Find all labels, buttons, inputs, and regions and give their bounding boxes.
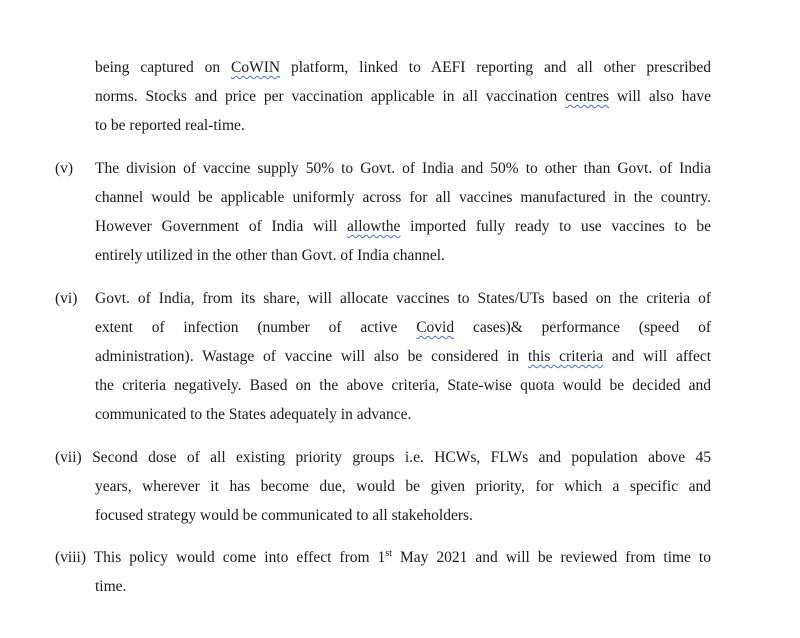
text-line: (vii) Second dose of all existing priority groups i.e. HCWs, FLWs and population above 45 bbox=[55, 449, 711, 466]
text-line: administration). Wastage of vaccine will also be considered in this criteria and will affect bbox=[95, 348, 712, 365]
continuation-paragraph bbox=[95, 53, 711, 140]
text-line: entirely utilized in the other than Govt. of India channel. bbox=[95, 247, 445, 264]
item-vi-paragraph bbox=[95, 284, 711, 429]
item-viii-paragraph bbox=[55, 543, 711, 601]
text-line: communicated to the States adequately in advance. bbox=[95, 406, 412, 423]
item-vii-paragraph bbox=[55, 443, 711, 530]
text-line: being captured on CoWIN platform, linked to AEFI reporting and all other prescribed bbox=[95, 59, 711, 76]
item-marker-vi: (vi) bbox=[55, 290, 78, 307]
text-line: norms. Stocks and price per vaccination applicable in all vaccination centres will also have bbox=[95, 88, 711, 105]
text-line: years, wherever it has become due, would be given priority, for which a specific and bbox=[95, 478, 711, 495]
text-line: the criteria negatively. Based on the above criteria, State-wise quota would be decided and bbox=[95, 377, 711, 394]
text-line: Govt. of India, from its share, will allocate vaccines to States/UTs based on the criteria of bbox=[95, 290, 711, 307]
text-line: channel would be applicable uniformly across for all vaccines manufactured in the country. bbox=[95, 189, 711, 206]
text-line: The division of vaccine supply 50% to Govt. of India and 50% to other than Govt. of India bbox=[95, 160, 711, 177]
item-v-paragraph bbox=[95, 154, 711, 270]
text-line: to be reported real-time. bbox=[95, 117, 245, 134]
text-line: However Government of India will allowthe imported fully ready to use vaccines to be bbox=[95, 218, 711, 235]
text-line: (viii) This policy would come into effect from 1st May 2021 and will be reviewed from time to bbox=[55, 547, 711, 566]
text-line: extent of infection (number of active Covid cases)& performance (speed of bbox=[95, 319, 711, 336]
text-line: focused strategy would be communicated to all stakeholders. bbox=[95, 507, 473, 524]
item-marker-v: (v) bbox=[55, 160, 74, 177]
text-line: time. bbox=[95, 578, 127, 595]
